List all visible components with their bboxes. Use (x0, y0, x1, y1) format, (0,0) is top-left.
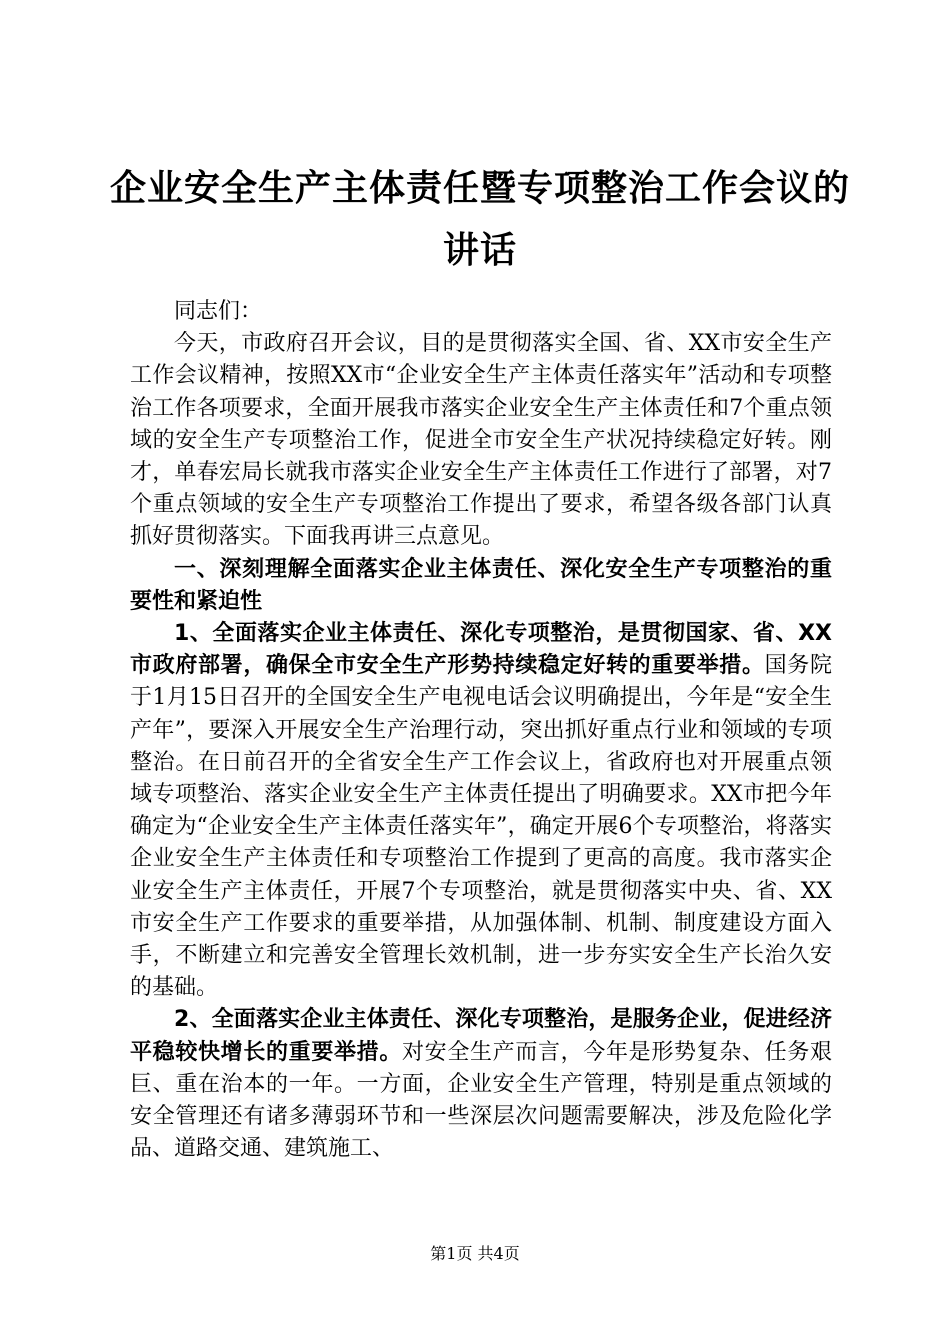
intro-paragraph: 今天，市政府召开会议，目的是贯彻落实全国、省、XX市安全生产工作会议精神，按照XX市“企业安全生产主体责任落实年”活动和专项整治工作各项要求，全面开展我市落实企业安全生产主体责任和7个重点领域的安全生产专项整治工作，促进全市安全生产状况持续稳定好转。刚才，单春宏局长就我市落实企业安全生产主体责任工作进行了部署，对7个重点领域的安全生产专项整治工作提出了要求，希望各级各部门认真抓好贯彻落实。下面我再讲三点意见。 (130, 331, 832, 550)
point-text: 国务院于1月15日召开的全国安全生产电视电话会议明确提出，今年是“安全生产年”，要深入开展安全生产治理行动，突出抓好重点行业和领域的专项整治。在日前召开的全省安全生产工作会议上，省政府也对开展重点领域专项整治、落实企业安全生产主体责任提出了明确要求。XX市把今年确定为“企业安全生产主体责任落实年”，确定开展6个专项整治，将落实企业安全生产主体责任和专项整治工作提到了更高的高度。我市落实企业安全生产主体责任，开展7个专项整治，就是贯彻落实中央、省、XX市安全生产工作要求的重要举措，从加强体制、机制、制度建设方面入手，不断建立和完善安全管理长效机制，进一步夯实安全生产长治久安的基础。 (130, 653, 832, 1001)
section-heading: 一、深刻理解全面落实企业主体责任、深化安全生产专项整治的重要性和紧迫性 (130, 556, 832, 614)
document-title: 企业安全生产主体责任暨专项整治工作会议的讲话 (110, 168, 851, 271)
salutation: 同志们： (174, 299, 263, 324)
point-lead: 1、全面落实企业主体责任、深化专项整治，是贯彻国家、省、XX市政府部署，确保全市安全生产形势持续稳定好转的重要举措。 (130, 621, 832, 679)
document-body (130, 296, 832, 1165)
point-paragraph (130, 618, 832, 1004)
point-text: 对安全生产而言，今年是形势复杂、任务艰巨、重在治本的一年。一方面，企业安全生产管理，特别是重点领域的安全管理还有诸多薄弱环节和一些深层次问题需要解决，涉及危险化学品、道路交通、建筑施工、 (130, 1039, 832, 1162)
page-footer: 第1页 共4页 (430, 1244, 520, 1263)
point-paragraph (130, 1004, 832, 1165)
point-lead: 2、全面落实企业主体责任、深化专项整治，是服务企业，促进经济平稳较快增长的重要举措。 (130, 1007, 832, 1065)
